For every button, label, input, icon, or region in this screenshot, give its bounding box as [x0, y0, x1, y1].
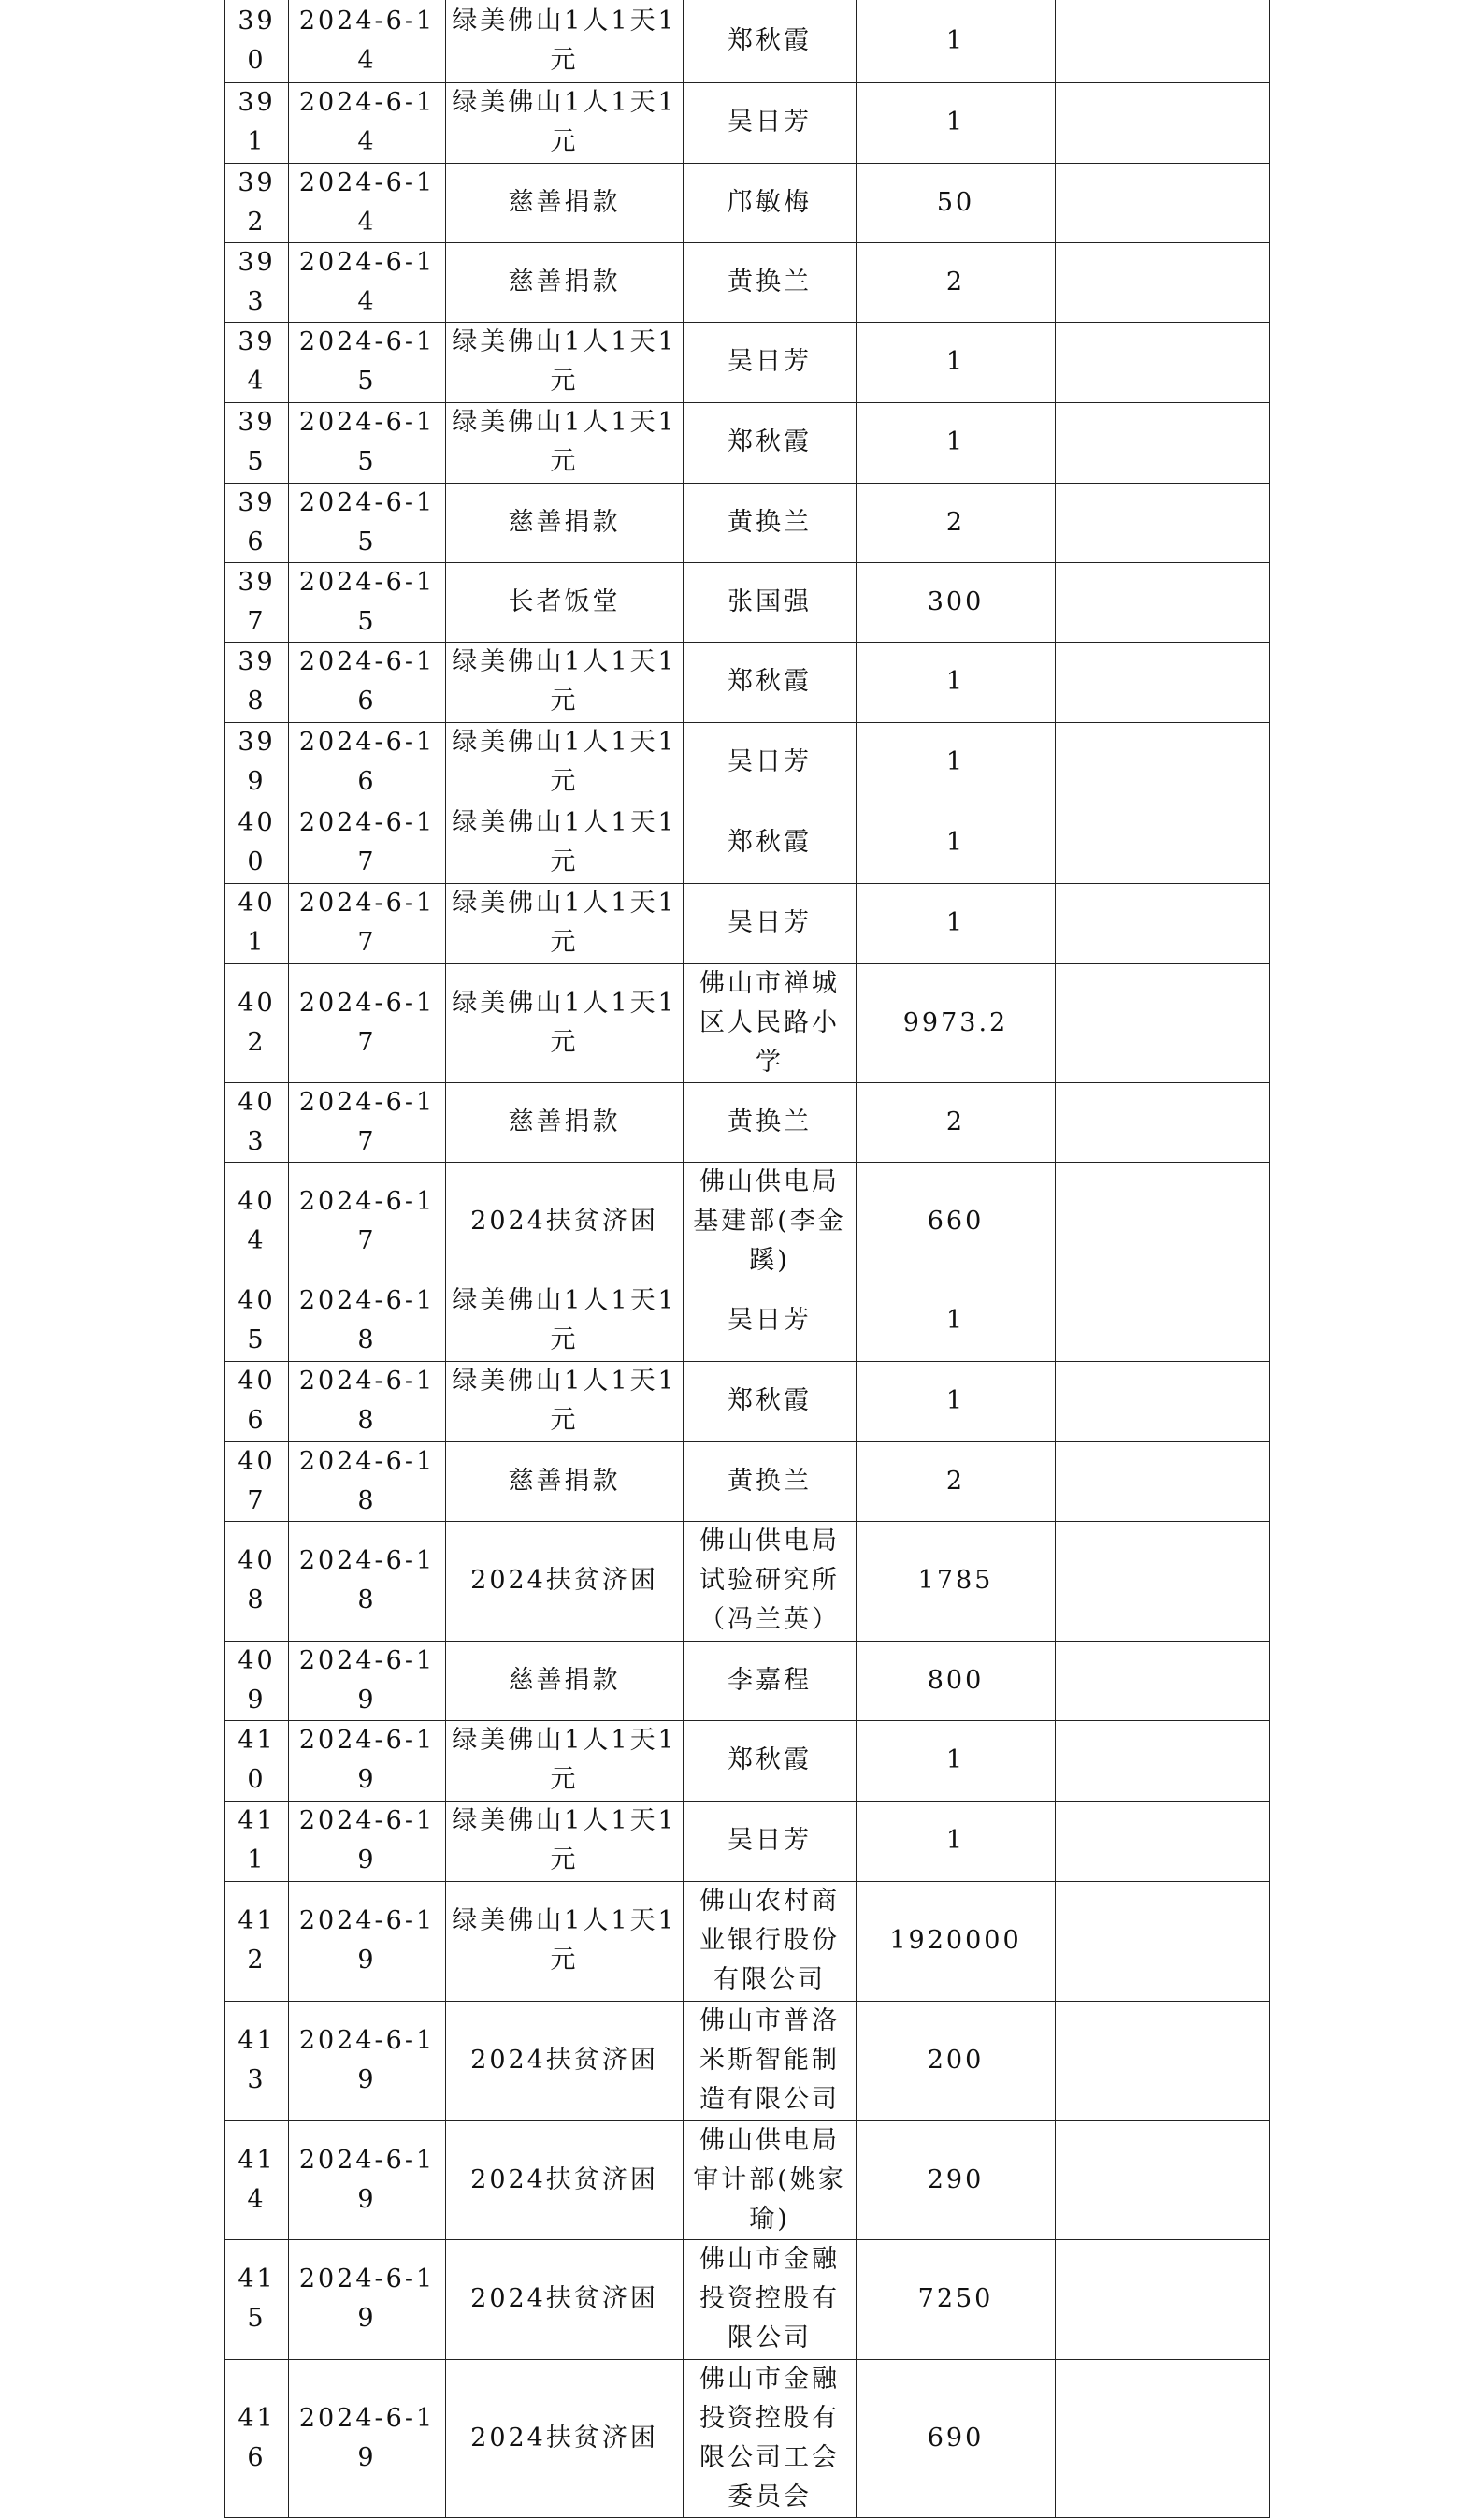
- date-cell: 2024-6-17: [289, 1162, 446, 1281]
- date-cell: 2024-6-15: [289, 402, 446, 483]
- table-row: [225, 1082, 1270, 1162]
- note-cell: [1056, 803, 1270, 883]
- project-cell: 绿美佛山1人1天1元: [446, 963, 684, 1082]
- donor-cell: 黄换兰: [684, 483, 857, 562]
- table-row: [225, 1441, 1270, 1521]
- date-cell: 2024-6-16: [289, 722, 446, 803]
- note-cell: [1056, 322, 1270, 402]
- table-row: [225, 242, 1270, 322]
- donor-cell: 郑秋霞: [684, 1720, 857, 1801]
- row-number-cell: 407: [225, 1441, 289, 1521]
- note-cell: [1056, 1521, 1270, 1641]
- row-number-cell: 402: [225, 963, 289, 1082]
- date-cell: 2024-6-19: [289, 2239, 446, 2359]
- table-row: [225, 803, 1270, 883]
- table-row: [225, 1521, 1270, 1641]
- donor-cell: 佛山供电局试验研究所（冯兰英）: [684, 1521, 857, 1641]
- date-cell: 2024-6-15: [289, 562, 446, 642]
- amount-cell: 1: [857, 722, 1056, 803]
- date-cell: 2024-6-14: [289, 242, 446, 322]
- project-cell: 绿美佛山1人1天1元: [446, 82, 684, 163]
- note-cell: [1056, 642, 1270, 722]
- donor-cell: 张国强: [684, 562, 857, 642]
- date-cell: 2024-6-19: [289, 1641, 446, 1720]
- amount-cell: 1: [857, 883, 1056, 963]
- table-row: [225, 963, 1270, 1082]
- row-number-cell: 410: [225, 1720, 289, 1801]
- amount-cell: 1: [857, 1361, 1056, 1441]
- date-cell: 2024-6-16: [289, 642, 446, 722]
- table-row: [225, 642, 1270, 722]
- table-row: [225, 82, 1270, 163]
- note-cell: [1056, 483, 1270, 562]
- note-cell: [1056, 2359, 1270, 2517]
- row-number-cell: 396: [225, 483, 289, 562]
- table-row: [225, 1361, 1270, 1441]
- date-cell: 2024-6-18: [289, 1361, 446, 1441]
- table-row: [225, 562, 1270, 642]
- note-cell: [1056, 0, 1270, 82]
- table-row: [225, 1162, 1270, 1281]
- donation-table-body: [225, 0, 1270, 2517]
- note-cell: [1056, 1720, 1270, 1801]
- amount-cell: 1: [857, 642, 1056, 722]
- note-cell: [1056, 1281, 1270, 1361]
- row-number-cell: 395: [225, 402, 289, 483]
- project-cell: 绿美佛山1人1天1元: [446, 0, 684, 82]
- project-cell: 慈善捐款: [446, 1441, 684, 1521]
- amount-cell: 2: [857, 483, 1056, 562]
- project-cell: 绿美佛山1人1天1元: [446, 1720, 684, 1801]
- date-cell: 2024-6-17: [289, 803, 446, 883]
- amount-cell: 1: [857, 1281, 1056, 1361]
- donor-cell: 佛山市普洛米斯智能制造有限公司: [684, 2001, 857, 2120]
- date-cell: 2024-6-14: [289, 163, 446, 242]
- donor-cell: 邝敏梅: [684, 163, 857, 242]
- amount-cell: 660: [857, 1162, 1056, 1281]
- amount-cell: 200: [857, 2001, 1056, 2120]
- table-row: [225, 722, 1270, 803]
- row-number-cell: 414: [225, 2120, 289, 2239]
- table-row: [225, 2001, 1270, 2120]
- note-cell: [1056, 963, 1270, 1082]
- row-number-cell: 411: [225, 1801, 289, 1881]
- amount-cell: 300: [857, 562, 1056, 642]
- note-cell: [1056, 163, 1270, 242]
- amount-cell: 1920000: [857, 1881, 1056, 2001]
- donor-cell: 佛山供电局审计部(姚家瑜): [684, 2120, 857, 2239]
- donor-cell: 郑秋霞: [684, 642, 857, 722]
- amount-cell: 690: [857, 2359, 1056, 2517]
- amount-cell: 1: [857, 1801, 1056, 1881]
- date-cell: 2024-6-19: [289, 1881, 446, 2001]
- row-number-cell: 412: [225, 1881, 289, 2001]
- table-row: [225, 402, 1270, 483]
- donor-cell: 佛山市金融投资控股有限公司工会委员会: [684, 2359, 857, 2517]
- amount-cell: 2: [857, 1082, 1056, 1162]
- amount-cell: 1: [857, 322, 1056, 402]
- table-row: [225, 2359, 1270, 2517]
- row-number-cell: 408: [225, 1521, 289, 1641]
- note-cell: [1056, 2120, 1270, 2239]
- date-cell: 2024-6-19: [289, 2359, 446, 2517]
- date-cell: 2024-6-18: [289, 1441, 446, 1521]
- amount-cell: 1: [857, 1720, 1056, 1801]
- project-cell: 绿美佛山1人1天1元: [446, 1801, 684, 1881]
- project-cell: 绿美佛山1人1天1元: [446, 402, 684, 483]
- date-cell: 2024-6-18: [289, 1281, 446, 1361]
- date-cell: 2024-6-17: [289, 883, 446, 963]
- note-cell: [1056, 1641, 1270, 1720]
- donor-cell: 黄换兰: [684, 1441, 857, 1521]
- note-cell: [1056, 1801, 1270, 1881]
- date-cell: 2024-6-15: [289, 322, 446, 402]
- donor-cell: 郑秋霞: [684, 803, 857, 883]
- project-cell: 绿美佛山1人1天1元: [446, 1881, 684, 2001]
- project-cell: 2024扶贫济困: [446, 2001, 684, 2120]
- donor-cell: 黄换兰: [684, 1082, 857, 1162]
- date-cell: 2024-6-14: [289, 0, 446, 82]
- amount-cell: 50: [857, 163, 1056, 242]
- amount-cell: 800: [857, 1641, 1056, 1720]
- note-cell: [1056, 242, 1270, 322]
- note-cell: [1056, 1162, 1270, 1281]
- donor-cell: 吴日芳: [684, 322, 857, 402]
- project-cell: 2024扶贫济困: [446, 1521, 684, 1641]
- table-row: [225, 1720, 1270, 1801]
- date-cell: 2024-6-18: [289, 1521, 446, 1641]
- note-cell: [1056, 1082, 1270, 1162]
- row-number-cell: 394: [225, 322, 289, 402]
- project-cell: 慈善捐款: [446, 483, 684, 562]
- row-number-cell: 391: [225, 82, 289, 163]
- amount-cell: 290: [857, 2120, 1056, 2239]
- table-row: [225, 483, 1270, 562]
- date-cell: 2024-6-17: [289, 1082, 446, 1162]
- note-cell: [1056, 402, 1270, 483]
- project-cell: 绿美佛山1人1天1元: [446, 803, 684, 883]
- project-cell: 绿美佛山1人1天1元: [446, 883, 684, 963]
- row-number-cell: 403: [225, 1082, 289, 1162]
- note-cell: [1056, 1361, 1270, 1441]
- donor-cell: 郑秋霞: [684, 1361, 857, 1441]
- amount-cell: 9973.2: [857, 963, 1056, 1082]
- row-number-cell: 392: [225, 163, 289, 242]
- row-number-cell: 409: [225, 1641, 289, 1720]
- row-number-cell: 413: [225, 2001, 289, 2120]
- donor-cell: 李嘉程: [684, 1641, 857, 1720]
- project-cell: 2024扶贫济困: [446, 2239, 684, 2359]
- project-cell: 慈善捐款: [446, 163, 684, 242]
- project-cell: 绿美佛山1人1天1元: [446, 1361, 684, 1441]
- table-row: [225, 322, 1270, 402]
- project-cell: 长者饭堂: [446, 562, 684, 642]
- amount-cell: 1: [857, 803, 1056, 883]
- date-cell: 2024-6-19: [289, 2001, 446, 2120]
- table-row: [225, 883, 1270, 963]
- donor-cell: 吴日芳: [684, 1801, 857, 1881]
- note-cell: [1056, 883, 1270, 963]
- project-cell: 绿美佛山1人1天1元: [446, 322, 684, 402]
- row-number-cell: 416: [225, 2359, 289, 2517]
- row-number-cell: 400: [225, 803, 289, 883]
- donor-cell: 佛山市禅城区人民路小学: [684, 963, 857, 1082]
- donor-cell: 黄换兰: [684, 242, 857, 322]
- amount-cell: 1: [857, 0, 1056, 82]
- table-row: [225, 2239, 1270, 2359]
- table-row: [225, 1801, 1270, 1881]
- row-number-cell: 390: [225, 0, 289, 82]
- project-cell: 绿美佛山1人1天1元: [446, 642, 684, 722]
- row-number-cell: 405: [225, 1281, 289, 1361]
- donor-cell: 吴日芳: [684, 82, 857, 163]
- row-number-cell: 393: [225, 242, 289, 322]
- donor-cell: 吴日芳: [684, 722, 857, 803]
- project-cell: 慈善捐款: [446, 1082, 684, 1162]
- note-cell: [1056, 722, 1270, 803]
- row-number-cell: 399: [225, 722, 289, 803]
- table-row: [225, 1881, 1270, 2001]
- project-cell: 2024扶贫济困: [446, 2359, 684, 2517]
- date-cell: 2024-6-14: [289, 82, 446, 163]
- table-row: [225, 1641, 1270, 1720]
- row-number-cell: 415: [225, 2239, 289, 2359]
- row-number-cell: 404: [225, 1162, 289, 1281]
- date-cell: 2024-6-17: [289, 963, 446, 1082]
- row-number-cell: 398: [225, 642, 289, 722]
- date-cell: 2024-6-19: [289, 1801, 446, 1881]
- donation-table: [224, 0, 1270, 2518]
- amount-cell: 1: [857, 82, 1056, 163]
- donor-cell: 佛山供电局基建部(李金蹊): [684, 1162, 857, 1281]
- note-cell: [1056, 2239, 1270, 2359]
- project-cell: 绿美佛山1人1天1元: [446, 722, 684, 803]
- table-row: [225, 0, 1270, 82]
- row-number-cell: 397: [225, 562, 289, 642]
- amount-cell: 2: [857, 242, 1056, 322]
- amount-cell: 2: [857, 1441, 1056, 1521]
- project-cell: 2024扶贫济困: [446, 2120, 684, 2239]
- date-cell: 2024-6-15: [289, 483, 446, 562]
- date-cell: 2024-6-19: [289, 1720, 446, 1801]
- donor-cell: 佛山市金融投资控股有限公司: [684, 2239, 857, 2359]
- note-cell: [1056, 1881, 1270, 2001]
- project-cell: 2024扶贫济困: [446, 1162, 684, 1281]
- donor-cell: 郑秋霞: [684, 402, 857, 483]
- project-cell: 慈善捐款: [446, 242, 684, 322]
- amount-cell: 1785: [857, 1521, 1056, 1641]
- donor-cell: 吴日芳: [684, 1281, 857, 1361]
- note-cell: [1056, 2001, 1270, 2120]
- project-cell: 慈善捐款: [446, 1641, 684, 1720]
- note-cell: [1056, 82, 1270, 163]
- donor-cell: 佛山农村商业银行股份有限公司: [684, 1881, 857, 2001]
- table-row: [225, 2120, 1270, 2239]
- donor-cell: 郑秋霞: [684, 0, 857, 82]
- row-number-cell: 401: [225, 883, 289, 963]
- row-number-cell: 406: [225, 1361, 289, 1441]
- amount-cell: 1: [857, 402, 1056, 483]
- table-row: [225, 1281, 1270, 1361]
- project-cell: 绿美佛山1人1天1元: [446, 1281, 684, 1361]
- donor-cell: 吴日芳: [684, 883, 857, 963]
- date-cell: 2024-6-19: [289, 2120, 446, 2239]
- table-row: [225, 163, 1270, 242]
- amount-cell: 7250: [857, 2239, 1056, 2359]
- note-cell: [1056, 562, 1270, 642]
- note-cell: [1056, 1441, 1270, 1521]
